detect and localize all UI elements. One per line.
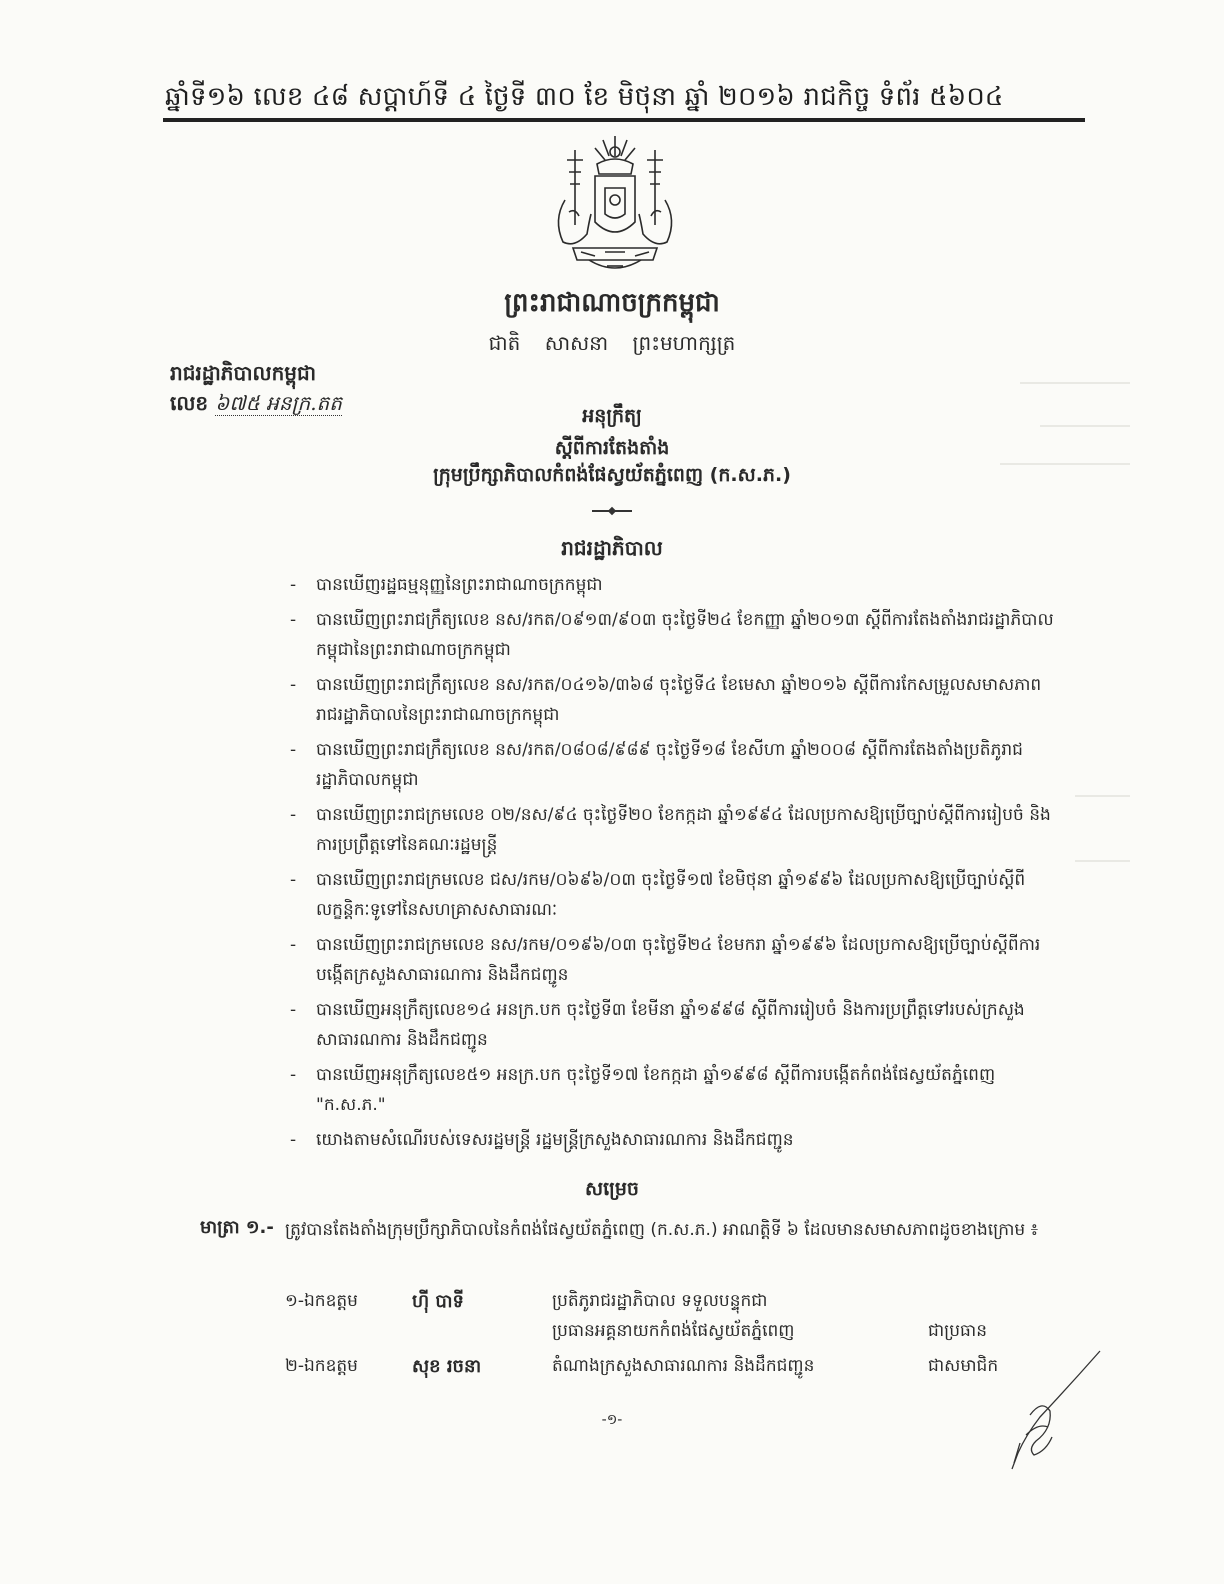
document-subject: ស្ដីពីការតែងតាំង (554, 437, 670, 459)
member-role: តំណាងក្រសួងសាធារណការ និងដឹកជញ្ជូន (552, 1356, 815, 1376)
member-name: ហ៊ី បាទី (412, 1291, 464, 1312)
consideration-item: - បានឃើញអនុក្រឹត្យលេខ៥១ អនក្រ.បក ចុះថ្ងៃទី១៧ ខែកក្កដា ឆ្នាំ១៩៩៨ ស្ដីពីការបង្កើតកំពង់ផែស្វយ័តភ្នំពេញ "ក.ស.ភ." (290, 1060, 1060, 1121)
kingdom-title: ព្រះរាជាណាចក្រកម្ពុជា (504, 288, 720, 318)
national-motto: ជាតិ សាសនា ព្រះមហាក្សត្រ (488, 331, 736, 355)
article-text: ត្រូវបានតែងតាំងក្រុមប្រឹក្សាភិបាលនៃកំពង់ផែស្វយ័តភ្នំពេញ (ក.ស.ភ.) អាណត្តិទី ៦ ដែលមានសមាសភាពដូចខាងក្រោម ៖ (285, 1220, 1039, 1240)
member-role: ប្រតិភូរាជរដ្ឋាភិបាល ទទួលបន្ទុកជា (552, 1291, 768, 1311)
government-name: រាជរដ្ឋាភិបាលកម្ពុជា (170, 361, 316, 385)
member-position: ជាសមាជិក (928, 1356, 999, 1376)
consideration-item: - បានឃើញព្រះរាជក្រមលេខ នស/រកម/០១៩៦/០៣ ចុះថ្ងៃទី២៤ ខែមករា ឆ្នាំ១៩៩៦ ដែលប្រកាសឱ្យប្រើច្បាប់ស្ដីពីការបង្កើតក្រសួងសាធារណការ និងដឹកជញ្ជូន (290, 930, 1060, 991)
gazette-header: ឆ្នាំទី១៦ លេខ ៤៨ សប្ដាហ៍ទី ៤ ថ្ងៃទី ៣០ ខែ មិថុនា ឆ្នាំ ២០១៦ រាជកិច្ច ទំព័រ ៥៦០៤ (165, 82, 1004, 112)
scan-artifact (1075, 860, 1130, 862)
member-role: ប្រធានអគ្គនាយកកំពង់ផែស្វយ័តភ្នំពេញ (552, 1321, 795, 1341)
royal-coat-of-arms-icon (545, 130, 685, 280)
title-divider (592, 510, 632, 512)
page-number: -១- (601, 1412, 623, 1428)
consideration-item: - បានឃើញព្រះរាជក្រមលេខ ០២/នស/៩៤ ចុះថ្ងៃទី២០ ខែកក្កដា ឆ្នាំ១៩៩៤ ដែលប្រកាសឱ្យប្រើច្បាប់ស្ដីពីការរៀបចំ និងការប្រព្រឹត្តទៅនៃគណៈរដ្ឋមន្ត្រី (290, 800, 1060, 861)
member-position: ជាប្រធាន (928, 1321, 988, 1341)
document-subject-body: ក្រុមប្រឹក្សាភិបាលកំពង់ផែស្វយ័តភ្នំពេញ (ក.ស.ភ.) (433, 464, 791, 486)
consideration-item: - បានឃើញអនុក្រឹត្យលេខ១៤ អនក្រ.បក ចុះថ្ងៃទី៣ ខែមីនា ឆ្នាំ១៩៩៨ ស្ដីពីការរៀបចំ និងការប្រព្រឹត្តទៅរបស់ក្រសួងសាធារណការ និងដឹកជញ្ជូន (290, 995, 1060, 1056)
consideration-item: - យោងតាមសំណើរបស់ទេសរដ្ឋមន្ត្រី រដ្ឋមន្ត្រីក្រសួងសាធារណការ និងដឹកជញ្ជូន (290, 1125, 1060, 1156)
member-number: ១-ឯកឧត្តម (285, 1291, 358, 1311)
member-name: សុខ រចនា (412, 1356, 482, 1377)
article-label: មាត្រា ១.- (200, 1217, 274, 1238)
document-number-value: ៦៧៥ អនក្រ.តត (215, 391, 342, 415)
consideration-item: - បានឃើញព្រះរាជក្រឹត្យលេខ នស/រកត/០៩១៣/៩០៣ ចុះថ្ងៃទី២៤ ខែកញ្ញា ឆ្នាំ២០១៣ ស្ដីពីការតែងតាំងរាជរដ្ឋាភិបាលកម្ពុជានៃព្រះរាជាណាចក្រកម្ពុជា (290, 605, 1060, 666)
consideration-item: - បានឃើញព្រះរាជក្រមលេខ ជស/រកម/០៦៩៦/០៣ ចុះថ្ងៃទី១៧ ខែមិថុនា ឆ្នាំ១៩៩៦ ដែលប្រកាសឱ្យប្រើច្បាប់ស្ដីពីលក្ខន្តិកៈទូទៅនៃសហគ្រាសសាធារណៈ (290, 865, 1060, 926)
considerations-list (290, 570, 1060, 1159)
handwritten-signature-icon (990, 1345, 1110, 1475)
member-number: ២-ឯកឧត្តម (285, 1356, 358, 1376)
consideration-item: - បានឃើញរដ្ឋធម្មនុញ្ញនៃព្រះរាជាណាចក្រកម្ពុជា (290, 570, 1060, 601)
consideration-item: - បានឃើញព្រះរាជក្រឹត្យលេខ នស/រកត/០៤១៦/៣៦៨ ចុះថ្ងៃទី៤ ខែមេសា ឆ្នាំ២០១៦ ស្ដីពីការកែសម្រួលសមាសភាពរាជរដ្ឋាភិបាលនៃព្រះរាជាណាចក្រកម្ពុជា (290, 670, 1060, 731)
document-type: អនុក្រឹត្យ (582, 405, 642, 427)
consideration-item: - បានឃើញព្រះរាជក្រឹត្យលេខ នស/រកត/០៨០៨/៩៨៩ ចុះថ្ងៃទី១៨ ខែសីហា ឆ្នាំ២០០៨ ស្ដីពីការតែងតាំងប្រតិភូរាជរដ្ឋាភិបាលកម្ពុជា (290, 735, 1060, 796)
issuing-authority: រាជរដ្ឋាភិបាល (561, 536, 663, 560)
document-number-prefix: លេខ (170, 391, 209, 415)
decision-heading: សម្រេច (585, 1178, 639, 1200)
scan-artifact (1075, 795, 1130, 797)
scan-artifact (1020, 382, 1130, 384)
header-rule (163, 118, 1085, 122)
